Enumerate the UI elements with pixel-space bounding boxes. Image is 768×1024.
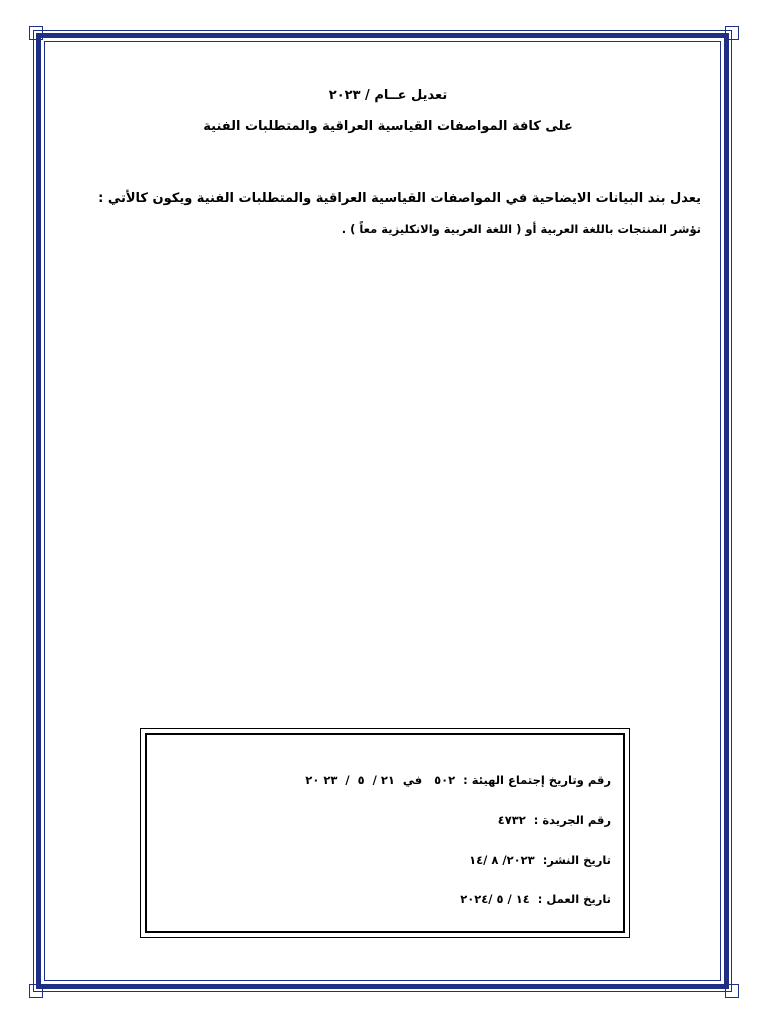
publication-info-box-inner	[145, 733, 625, 933]
amendment-subtitle: على كافة المواصفات القياسية العراقية والمتطلبات الفنية	[203, 119, 573, 134]
amendment-detail: تؤشر المنتجات باللغة العربية أو ( اللغة العربية والانكليزية معاً ) .	[341, 222, 701, 236]
effective-date: تاريخ العمل : ١٤ / ٥ /٢٠٢٤	[460, 892, 611, 906]
gazette-number: رقم الجريدة : ٤٧٣٢	[497, 813, 611, 827]
amendment-clause: يعدل بند البيانات الايضاحية في المواصفات القياسية العراقية والمتطلبات الفنية ويكون كالأتي :	[98, 191, 701, 206]
publication-date: تاريخ النشر: ٢٠٢٣/ ٨ /١٤	[469, 853, 611, 867]
frame-corner-bottom-left	[29, 984, 43, 998]
frame-corner-top-right	[725, 26, 739, 40]
publication-info-box	[140, 728, 630, 938]
frame-corner-bottom-right	[725, 984, 739, 998]
meeting-number-date: رقم وتاريخ إجتماع الهيئة : ٥٠٢ في ٢١ / ٥ / ٢٣ ٢٠	[305, 773, 611, 787]
frame-corner-top-left	[29, 26, 43, 40]
amendment-title: تعديل عــام / ٢٠٢٣	[328, 88, 448, 103]
